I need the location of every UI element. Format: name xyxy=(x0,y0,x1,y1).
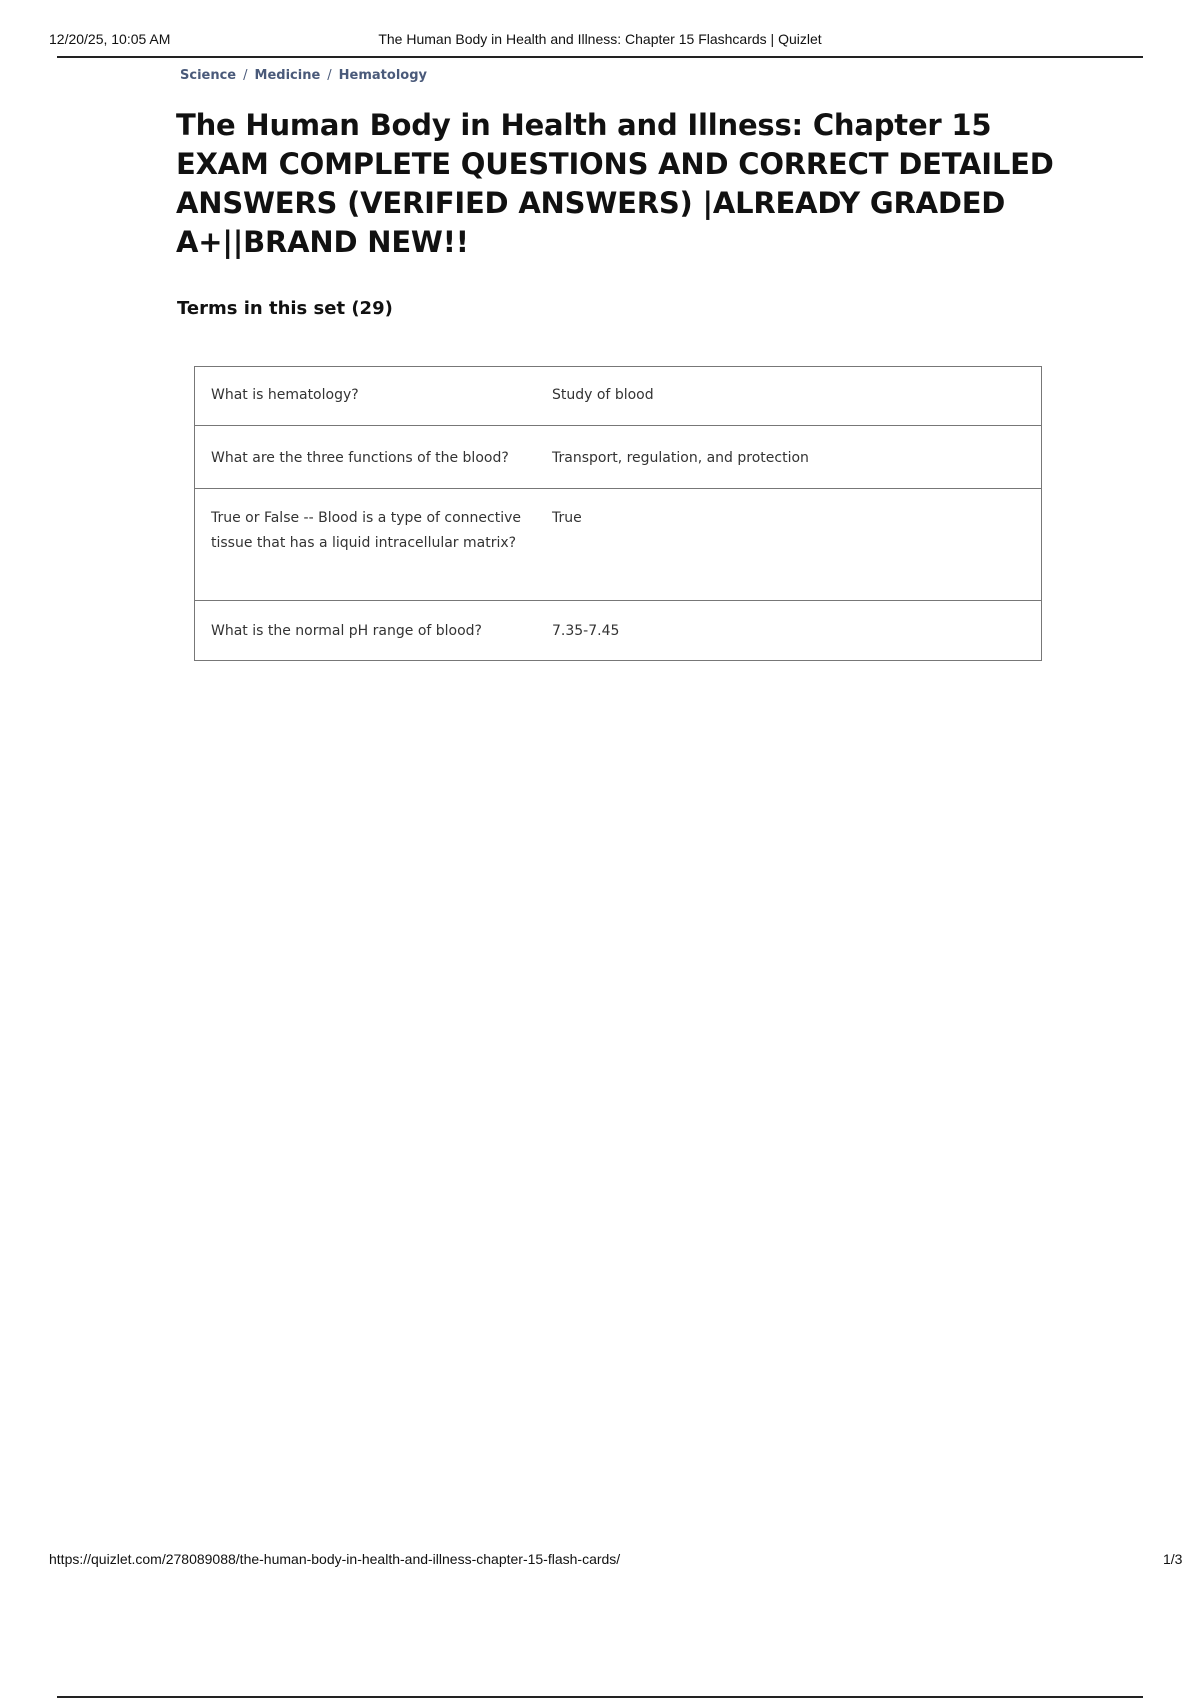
definition-text: True xyxy=(552,510,582,526)
print-datetime: 12/20/25, 10:05 AM xyxy=(49,31,171,47)
breadcrumb xyxy=(180,68,427,83)
print-page-number: 1/3 xyxy=(1163,1551,1183,1567)
breadcrumb-item-medicine[interactable]: Medicine xyxy=(254,68,321,83)
definition-text: Study of blood xyxy=(552,387,654,403)
print-footer-url: https://quizlet.com/278089088/the-human-body-in-health-and-illness-chapter-15-flash-cards/ xyxy=(49,1551,621,1567)
term-text: True or False -- Blood is a type of connective tissue that has a liquid intracellular matrix? xyxy=(211,510,521,551)
term-row xyxy=(195,600,1041,660)
breadcrumb-separator: / xyxy=(243,68,248,83)
terms-count-heading: Terms in this set (29) xyxy=(177,298,393,319)
breadcrumb-item-science[interactable]: Science xyxy=(180,68,237,83)
print-header xyxy=(0,0,1200,60)
footer-divider xyxy=(57,1696,1143,1698)
term-text: What is the normal pH range of blood? xyxy=(211,623,482,639)
breadcrumb-separator: / xyxy=(327,68,332,83)
print-page-title: The Human Body in Health and Illness: Chapter 15 Flashcards | Quizlet xyxy=(378,31,822,47)
definition-text: Transport, regulation, and protection xyxy=(552,450,809,466)
term-row xyxy=(195,488,1041,600)
header-divider xyxy=(57,56,1143,58)
term-text: What is hematology? xyxy=(211,387,359,403)
breadcrumb-item-hematology[interactable]: Hematology xyxy=(338,68,427,83)
term-row xyxy=(195,367,1041,425)
terms-table xyxy=(194,366,1042,661)
definition-text: 7.35-7.45 xyxy=(552,623,620,639)
term-row xyxy=(195,425,1041,488)
page-title: The Human Body in Health and Illness: Chapter 15 EXAM COMPLETE QUESTIONS AND CORRECT DETAILED ANSWERS (VERIFIED ANSWERS) |ALREADY GRADED A+||BRAND NEW!! xyxy=(176,108,1054,259)
term-text: What are the three functions of the blood? xyxy=(211,450,509,466)
